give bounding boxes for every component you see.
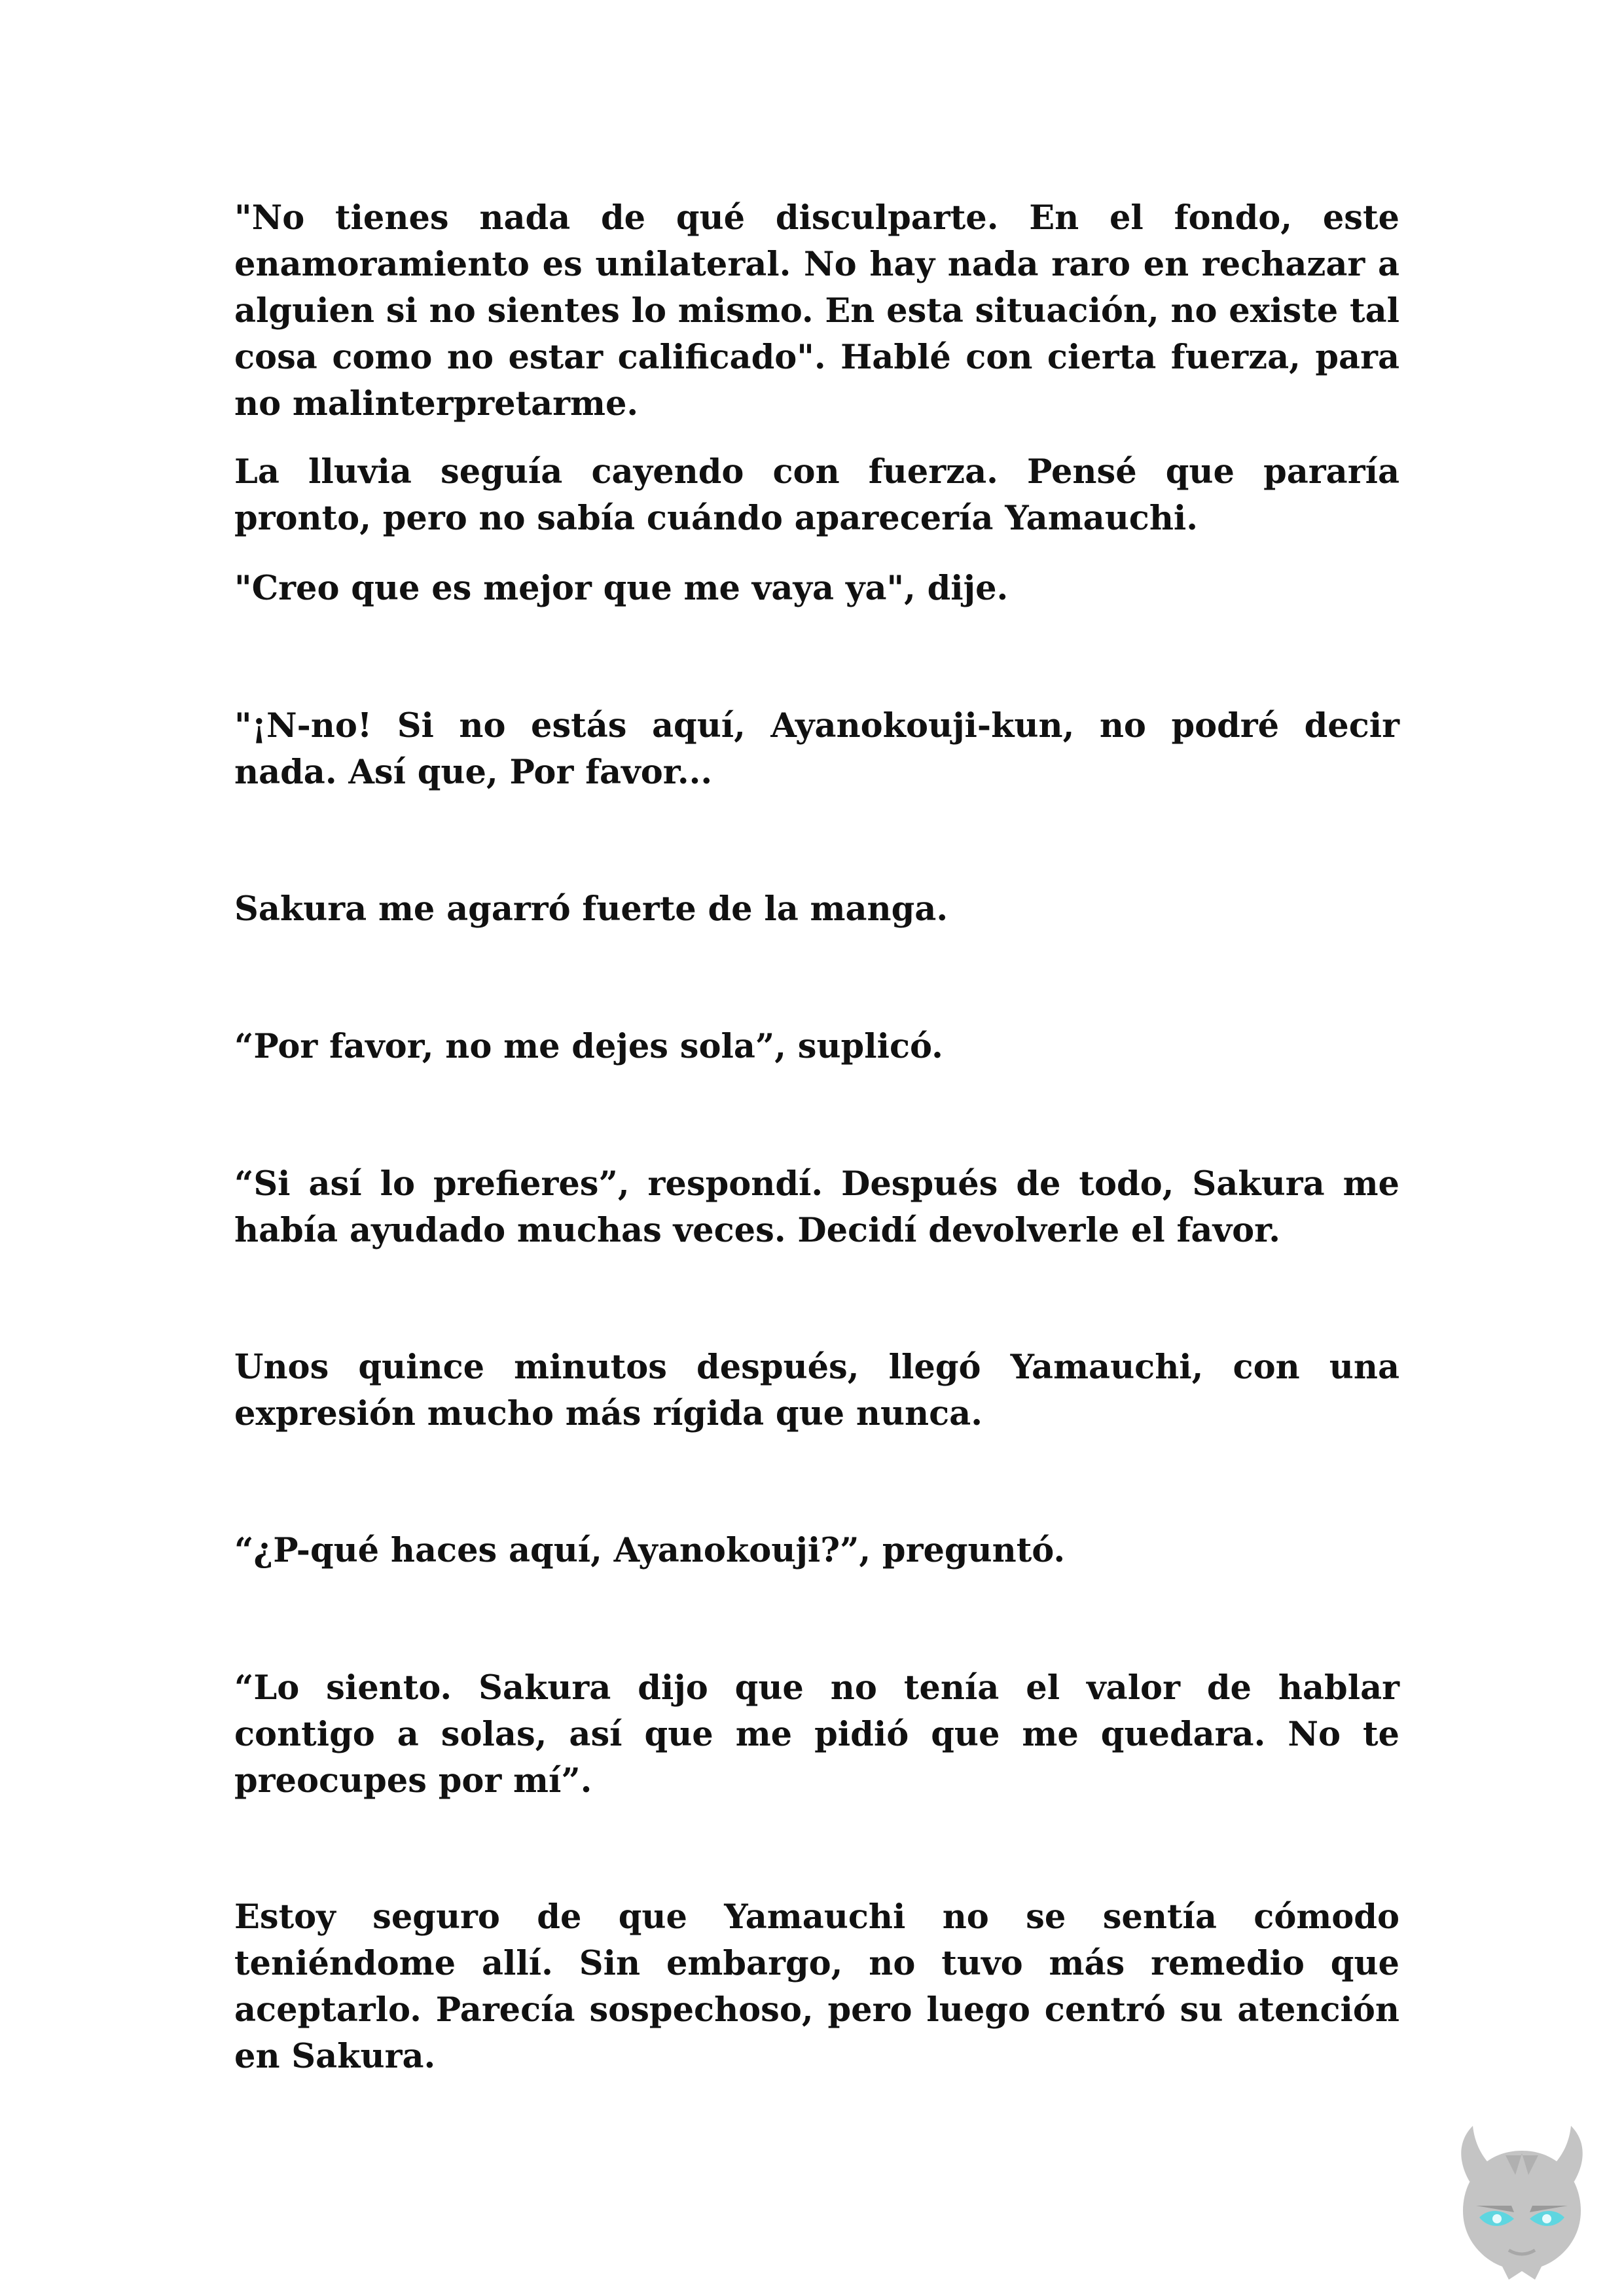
paragraph: Sakura me agarró fuerte de la manga. xyxy=(234,889,948,929)
paragraph: Unos quince minutos después, llegó Yamauchi, con una expresión mucho más rígida que nunca. xyxy=(234,1348,1399,1433)
paragraph: “Si así lo prefieres”, respondí. Después de todo, Sakura me había ayudado muchas veces. Decidí devolverle el favor. xyxy=(234,1164,1399,1250)
paragraph: "Creo que es mejor que me vaya ya", dije. xyxy=(234,569,1009,608)
paragraph: "No tienes nada de qué disculparte. En el fondo, este enamoramiento es unilateral. No hay nada raro en rechazar a alguien si no sientes lo mismo. En esta situación, no existe tal cosa como no estar calificado". Hablé con cierta fuerza, para no malinterpretarme. xyxy=(234,198,1399,423)
paragraph: "¡N-no! Si no estás aquí, Ayanokouji-kun, no podré decir nada. Así que, Por favor... xyxy=(234,706,1399,792)
paragraph: La lluvia seguía cayendo con fuerza. Pensé que pararía pronto, pero no sabía cuándo aparecería Yamauchi. xyxy=(234,452,1399,538)
demon-head-icon xyxy=(1443,2119,1600,2283)
paragraph: Estoy seguro de que Yamauchi no se sentía cómodo teniéndome allí. Sin embargo, no tuvo más remedio que aceptarlo. Parecía sospechoso, pero luego centró su atención en Sakura. xyxy=(234,1897,1399,2076)
paragraph: “Por favor, no me dejes sola”, suplicó. xyxy=(234,1027,943,1066)
paragraph: “¿P-qué haces aquí, Ayanokouji?”, preguntó. xyxy=(234,1531,1066,1570)
paragraph: “Lo siento. Sakura dijo que no tenía el valor de hablar contigo a solas, así que me pidió que me quedara. No te preocupes por mí”. xyxy=(234,1668,1399,1801)
